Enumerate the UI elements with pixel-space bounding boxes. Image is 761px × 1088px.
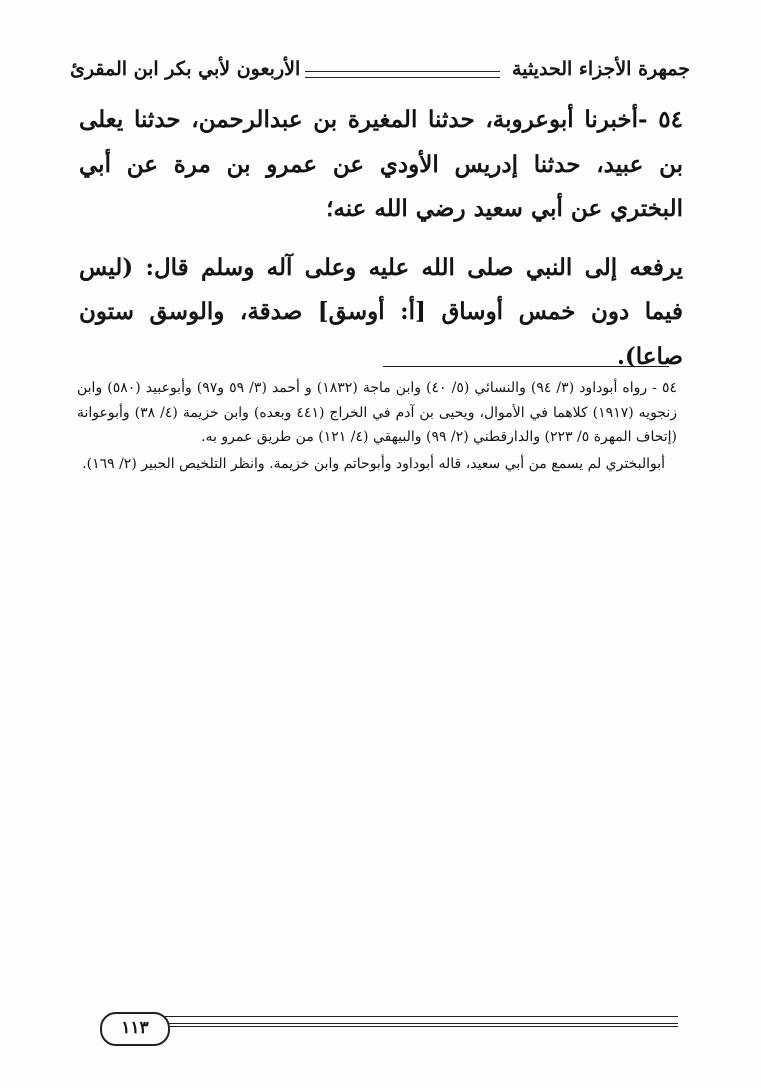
footnotes	[77, 376, 677, 476]
header-double-rule	[305, 71, 500, 78]
footnote-separator	[383, 366, 669, 367]
main-text	[79, 98, 683, 379]
running-header	[70, 58, 690, 92]
hadith-isnad: ٥٤ -أخبرنا أبوعروبة، حدثنا المغيرة بن عبدالرحمن، حدثنا يعلى بن عبيد، حدثنا إدريس الأودي عن عمرو بن مرة عن أبي البختري عن أبي سعيد رضي الله عنه؛	[79, 106, 683, 222]
header-part-title: الأربعون لأبي بكر ابن المقرئ	[70, 58, 301, 80]
footnote-note: أبوالبختري لم يسمع من أبي سعيد، قاله أبوداود وأبوحاتم وابن خزيمة. وانظر التلخيص الحبير (٢/ ١٦٩).	[82, 455, 665, 472]
folio-double-rule	[158, 1016, 678, 1024]
header-book-title: جمهرة الأجزاء الحديثية	[512, 58, 690, 80]
page-number: ١١٣	[100, 1012, 170, 1046]
hadith-matn: يرفعه إلى النبي صلى الله عليه وعلى آله وسلم قال: (ليس فيما دون خمس أوساق [أ: أوسق] صدقة، والوسق ستون صاعا).	[79, 253, 683, 370]
page-number-ornament	[88, 1010, 678, 1046]
folio-lower-rule	[158, 1026, 678, 1027]
footnote-takhrij: ٥٤ - رواه أبوداود (٣/ ٩٤) والنسائي (٥/ ٤٠) وابن ماجة (١٨٣٢) و أحمد (٣/ ٥٩ و٩٧) وأبوعبيد (٥٨٠) وابن زنجويه (١٩١٧) كلاهما في الأموال، ويحيى بن آدم في الخراج (٤٤١ وبعده) وابن خزيمة (٤/ ٣٨) وأبوعوانة (إتحاف المهرة ٥/ ٢٢٣) والدارقطني (٢/ ٩٩) والبيهقي (٤/ ١٢١) من طريق عمرو به.	[77, 380, 678, 446]
